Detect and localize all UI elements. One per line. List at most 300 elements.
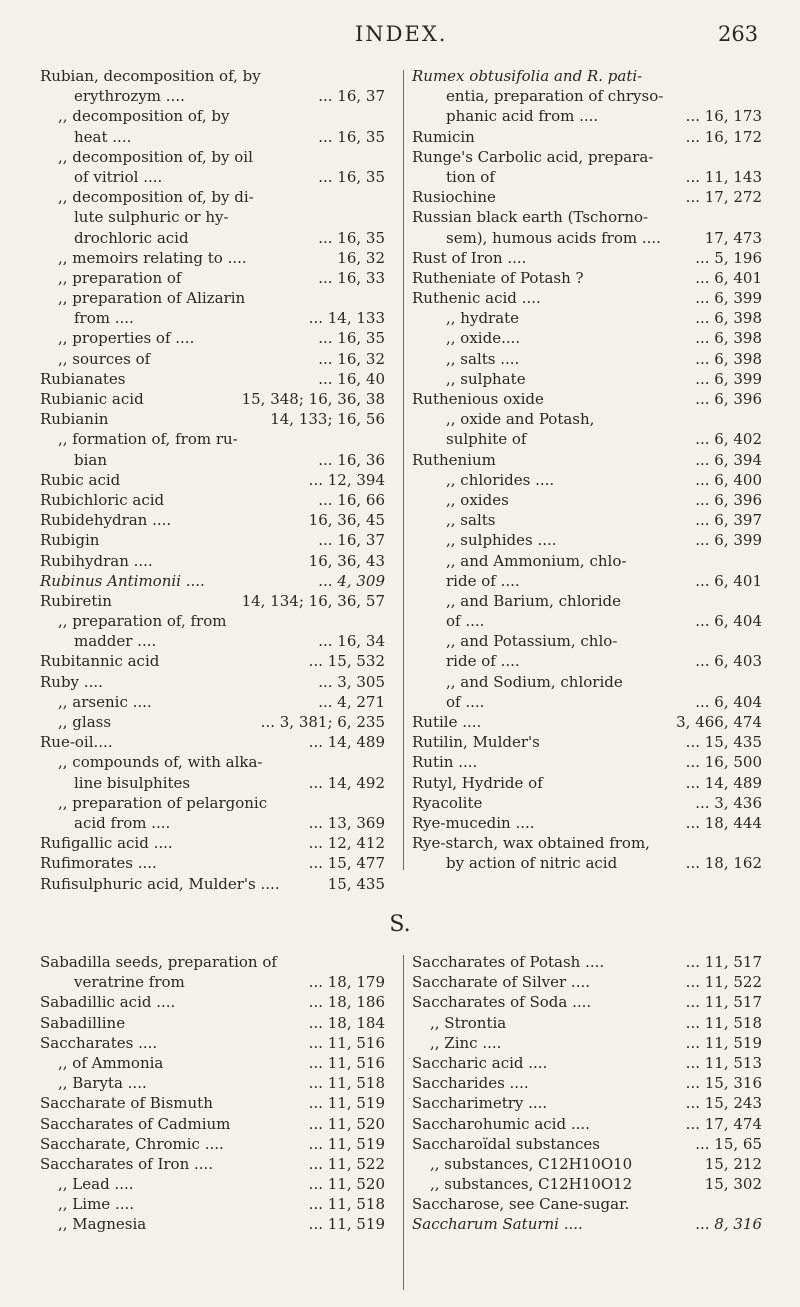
index-entry bbox=[412, 631, 762, 651]
entry-reference: ... 6, 399 bbox=[695, 531, 762, 550]
entry-reference: ... 6, 396 bbox=[695, 490, 762, 509]
entry-term: ride of .... bbox=[446, 652, 520, 671]
index-entry bbox=[40, 813, 385, 833]
entry-term: ,, compounds of, with alka- bbox=[58, 753, 263, 772]
entry-term: erythrozym .... bbox=[74, 87, 185, 106]
entry-reference: ... 18, 444 bbox=[685, 813, 762, 832]
index-entry bbox=[40, 207, 385, 227]
index-entry bbox=[40, 651, 385, 671]
entry-reference: ... 16, 37 bbox=[318, 87, 385, 106]
entry-reference: ... 11, 516 bbox=[308, 1033, 385, 1052]
index-entry bbox=[412, 470, 762, 490]
entry-reference: 15, 302 bbox=[704, 1175, 762, 1194]
entry-term: ,, Lime .... bbox=[58, 1195, 135, 1214]
entry-reference: ... 8, 316 bbox=[695, 1215, 762, 1234]
entry-reference: ... 11, 522 bbox=[685, 973, 762, 992]
entry-term: Ruthenium bbox=[412, 450, 496, 469]
entry-reference: ... 11, 519 bbox=[685, 1033, 762, 1052]
index-entry bbox=[412, 773, 762, 793]
entry-term: ,, preparation of pelargonic bbox=[58, 793, 268, 812]
index-entry bbox=[412, 1093, 762, 1113]
entry-term: ,, preparation of Alizarin bbox=[58, 289, 246, 308]
entry-reference: ... 11, 517 bbox=[685, 993, 762, 1012]
index-entry bbox=[412, 712, 762, 732]
entry-term: ,, and Sodium, chloride bbox=[446, 672, 623, 691]
index-entry bbox=[40, 773, 385, 793]
entry-reference: ... 11, 520 bbox=[308, 1114, 385, 1133]
index-entry bbox=[40, 86, 385, 106]
entry-term: Rutile .... bbox=[412, 713, 482, 731]
entry-term: Rubihydran .... bbox=[40, 551, 153, 570]
entry-term: ,, oxides bbox=[446, 490, 509, 509]
index-entry bbox=[40, 952, 385, 972]
entry-term: Rubitannic acid bbox=[40, 652, 160, 671]
entry-term: Russian black earth (Tschorno- bbox=[412, 208, 649, 227]
entry-term: Runge's Carbolic acid, prepara- bbox=[412, 147, 654, 166]
index-entry bbox=[40, 288, 385, 308]
entry-reference: 3, 466, 474 bbox=[676, 713, 762, 731]
entry-term: phanic acid from .... bbox=[446, 107, 599, 126]
entry-term: Rye-starch, wax obtained from, bbox=[412, 834, 650, 853]
entry-term: ,, and Potassium, chlo- bbox=[446, 632, 618, 651]
entry-term: ,, memoirs relating to .... bbox=[58, 248, 247, 267]
entry-reference: ... 16, 34 bbox=[318, 632, 385, 651]
entry-term: Saccharohumic acid .... bbox=[412, 1114, 590, 1133]
entry-reference: ... 15, 243 bbox=[685, 1094, 762, 1113]
entry-term: Rusiochine bbox=[412, 188, 496, 207]
entry-reference: ... 11, 519 bbox=[308, 1215, 385, 1234]
index-entry bbox=[40, 611, 385, 631]
entry-reference: ... 6, 394 bbox=[695, 450, 762, 469]
index-entry bbox=[412, 1033, 762, 1053]
index-entry bbox=[412, 732, 762, 752]
entry-reference: ... 16, 35 bbox=[318, 127, 385, 146]
index-entry bbox=[412, 591, 762, 611]
index-entry bbox=[412, 992, 762, 1012]
entry-reference: ... 6, 399 bbox=[695, 289, 762, 308]
index-entry bbox=[412, 389, 762, 409]
index-entry bbox=[412, 490, 762, 510]
entry-reference: ... 15, 316 bbox=[685, 1074, 762, 1093]
entry-term: ,, Lead .... bbox=[58, 1175, 134, 1194]
index-entry bbox=[412, 308, 762, 328]
entry-reference: ... 17, 474 bbox=[685, 1114, 762, 1133]
entry-term: line bisulphites bbox=[74, 773, 191, 792]
entry-reference: ... 13, 369 bbox=[308, 813, 385, 832]
entry-term: ,, sulphides .... bbox=[446, 531, 557, 550]
index-entry bbox=[412, 530, 762, 550]
entry-reference: ... 11, 520 bbox=[308, 1175, 385, 1194]
entry-reference: ... 6, 397 bbox=[695, 511, 762, 530]
entry-reference: 17, 473 bbox=[704, 228, 762, 247]
entry-reference: ... 4, 271 bbox=[318, 692, 385, 711]
entry-term: Ryacolite bbox=[412, 793, 483, 812]
entry-reference: ... 6, 400 bbox=[695, 470, 762, 489]
entry-reference: ... 3, 436 bbox=[695, 793, 762, 812]
entry-term: ,, Strontia bbox=[430, 1013, 507, 1032]
entry-reference: ... 14, 489 bbox=[685, 773, 762, 792]
index-entry bbox=[412, 207, 762, 227]
entry-reference: ... 18, 179 bbox=[308, 973, 385, 992]
entry-reference: ... 6, 398 bbox=[695, 349, 762, 368]
index-entry bbox=[40, 450, 385, 470]
entry-reference: ... 16, 173 bbox=[685, 107, 762, 126]
entry-term: Rubiretin bbox=[40, 591, 112, 610]
index-entry bbox=[40, 328, 385, 348]
entry-reference: 16, 36, 43 bbox=[308, 551, 385, 570]
entry-reference: ... 5, 196 bbox=[695, 248, 762, 267]
index-entry bbox=[412, 510, 762, 530]
entry-reference: ... 6, 398 bbox=[695, 329, 762, 348]
entry-term: Saccharates of Iron .... bbox=[40, 1154, 214, 1173]
index-entry bbox=[412, 429, 762, 449]
entry-reference: ... 11, 518 bbox=[308, 1074, 385, 1093]
section-letter-s: S. bbox=[389, 912, 411, 937]
entry-term: Saccharoïdal substances bbox=[412, 1134, 600, 1153]
index-entry bbox=[412, 972, 762, 992]
entry-term: by action of nitric acid bbox=[446, 854, 618, 873]
entry-term: Rutilin, Mulder's bbox=[412, 733, 540, 752]
entry-term: Rubianin bbox=[40, 410, 109, 429]
entry-term: heat .... bbox=[74, 127, 132, 146]
entry-reference: ... 4, 309 bbox=[318, 571, 385, 590]
index-column-r-left bbox=[40, 66, 385, 894]
index-entry bbox=[412, 288, 762, 308]
column-divider bbox=[403, 955, 404, 1290]
entry-term: Rubian, decomposition of, by bbox=[40, 67, 261, 85]
entry-reference: 15, 348; 16, 36, 38 bbox=[241, 390, 385, 408]
entry-term: ,, sulphate bbox=[446, 369, 526, 388]
index-entry bbox=[40, 389, 385, 409]
entry-term: ,, preparation of bbox=[58, 268, 182, 287]
entry-reference: ... 14, 489 bbox=[308, 733, 385, 752]
index-entry bbox=[40, 429, 385, 449]
entry-term: Rubinus Antimonii .... bbox=[40, 571, 205, 590]
index-entry bbox=[412, 147, 762, 167]
entry-term: ,, salts bbox=[446, 511, 496, 530]
entry-term: ,, oxide.... bbox=[446, 329, 521, 348]
entry-reference: ... 16, 40 bbox=[318, 369, 385, 388]
entry-term: lute sulphuric or hy- bbox=[74, 208, 229, 227]
entry-term: Ruthenic acid .... bbox=[412, 289, 541, 308]
entry-term: Saccharimetry .... bbox=[412, 1094, 548, 1113]
page-title: INDEX. bbox=[355, 22, 448, 46]
index-entry bbox=[40, 1134, 385, 1154]
entry-term: ride of .... bbox=[446, 571, 520, 590]
entry-term: Rye-mucedin .... bbox=[412, 813, 535, 832]
entry-term: ,, decomposition of, by oil bbox=[58, 147, 253, 166]
index-entry bbox=[40, 187, 385, 207]
entry-reference: ... 6, 402 bbox=[695, 430, 762, 449]
entry-reference: ... 18, 162 bbox=[685, 854, 762, 873]
entry-term: Rufisulphuric acid, Mulder's .... bbox=[40, 874, 280, 893]
entry-reference: 14, 134; 16, 36, 57 bbox=[241, 591, 385, 610]
index-entry bbox=[40, 712, 385, 732]
entry-term: ,, chlorides .... bbox=[446, 470, 555, 489]
entry-reference: ... 16, 172 bbox=[685, 127, 762, 146]
entry-term: ,, decomposition of, by di- bbox=[58, 188, 254, 207]
index-entry bbox=[40, 490, 385, 510]
entry-term: Rubianates bbox=[40, 369, 126, 388]
column-divider bbox=[403, 70, 404, 870]
entry-term: Rumicin bbox=[412, 127, 475, 146]
index-entry bbox=[40, 147, 385, 167]
index-entry bbox=[412, 450, 762, 470]
entry-reference: ... 11, 143 bbox=[685, 167, 762, 186]
entry-term: ,, Zinc .... bbox=[430, 1033, 502, 1052]
entry-reference: ... 11, 519 bbox=[308, 1094, 385, 1113]
entry-reference: ... 6, 399 bbox=[695, 369, 762, 388]
entry-term: ,, oxide and Potash, bbox=[446, 410, 595, 429]
entry-term: Ruthenious oxide bbox=[412, 390, 544, 408]
entry-term: Saccharates of Soda .... bbox=[412, 993, 592, 1012]
entry-term: Rutyl, Hydride of bbox=[412, 773, 543, 792]
entry-reference: ... 18, 186 bbox=[308, 993, 385, 1012]
index-entry bbox=[40, 470, 385, 490]
entry-reference: ... 16, 500 bbox=[685, 753, 762, 772]
entry-reference: ... 16, 36 bbox=[318, 450, 385, 469]
index-entry bbox=[40, 1053, 385, 1073]
entry-term: Saccharic acid .... bbox=[412, 1053, 548, 1072]
entry-term: Saccharate, Chromic .... bbox=[40, 1134, 224, 1153]
entry-term: of .... bbox=[446, 692, 485, 711]
entry-term: Saccharum Saturni .... bbox=[412, 1215, 583, 1234]
entry-term: sem), humous acids from .... bbox=[446, 228, 661, 247]
index-entry bbox=[40, 106, 385, 126]
entry-reference: ... 16, 35 bbox=[318, 167, 385, 186]
entry-term: of vitriol .... bbox=[74, 167, 163, 186]
entry-term: bian bbox=[74, 450, 108, 469]
index-entry bbox=[40, 530, 385, 550]
entry-term: Rutin .... bbox=[412, 753, 478, 772]
entry-reference: ... 11, 518 bbox=[308, 1195, 385, 1214]
index-entry bbox=[412, 571, 762, 591]
entry-term: Rufigallic acid .... bbox=[40, 834, 173, 853]
entry-reference: ... 6, 398 bbox=[695, 309, 762, 328]
entry-term: Rubidehydran .... bbox=[40, 511, 172, 530]
entry-reference: ... 6, 403 bbox=[695, 652, 762, 671]
entry-reference: ... 12, 394 bbox=[308, 470, 385, 489]
entry-reference: ... 6, 396 bbox=[695, 390, 762, 408]
entry-reference: ... 14, 492 bbox=[308, 773, 385, 792]
index-entry bbox=[40, 1174, 385, 1194]
index-entry bbox=[412, 106, 762, 126]
index-entry bbox=[412, 349, 762, 369]
index-entry bbox=[412, 611, 762, 631]
index-entry bbox=[412, 268, 762, 288]
entry-term: from .... bbox=[74, 309, 134, 328]
entry-reference: ... 18, 184 bbox=[308, 1013, 385, 1032]
index-entry bbox=[40, 551, 385, 571]
index-entry bbox=[40, 1154, 385, 1174]
entry-reference: ... 16, 35 bbox=[318, 329, 385, 348]
index-entry bbox=[40, 732, 385, 752]
index-entry bbox=[412, 187, 762, 207]
entry-term: ,, preparation of, from bbox=[58, 612, 227, 631]
entry-term: Saccharose, see Cane-sugar. bbox=[412, 1195, 630, 1214]
index-entry bbox=[412, 167, 762, 187]
entry-reference: ... 15, 477 bbox=[308, 854, 385, 873]
index-entry bbox=[40, 308, 385, 328]
entry-reference: ... 6, 404 bbox=[695, 612, 762, 631]
index-entry bbox=[40, 349, 385, 369]
index-entry bbox=[412, 86, 762, 106]
index-entry bbox=[40, 167, 385, 187]
entry-term: ,, Baryta .... bbox=[58, 1074, 147, 1093]
index-column-s-left bbox=[40, 952, 385, 1235]
index-entry bbox=[40, 268, 385, 288]
index-entry bbox=[40, 571, 385, 591]
index-entry bbox=[40, 793, 385, 813]
entry-term: Saccharates of Cadmium bbox=[40, 1114, 231, 1133]
index-entry bbox=[40, 369, 385, 389]
index-entry bbox=[412, 127, 762, 147]
index-entry bbox=[40, 248, 385, 268]
entry-term: ,, arsenic .... bbox=[58, 692, 152, 711]
index-entry bbox=[40, 972, 385, 992]
entry-reference: 16, 36, 45 bbox=[308, 511, 385, 530]
entry-reference: ... 16, 35 bbox=[318, 228, 385, 247]
entry-term: ,, formation of, from ru- bbox=[58, 430, 238, 449]
entry-term: veratrine from bbox=[74, 973, 185, 992]
index-entry bbox=[40, 631, 385, 651]
index-entry bbox=[412, 1194, 762, 1214]
entry-term: Ruby .... bbox=[40, 672, 103, 691]
entry-term: ,, decomposition of, by bbox=[58, 107, 230, 126]
index-entry bbox=[412, 813, 762, 833]
entry-reference: 14, 133; 16, 56 bbox=[270, 410, 385, 429]
index-entry bbox=[40, 409, 385, 429]
index-entry bbox=[412, 833, 762, 853]
entry-term: Rutheniate of Potash ? bbox=[412, 268, 584, 287]
entry-reference: ... 11, 517 bbox=[685, 953, 762, 971]
entry-reference: ... 15, 532 bbox=[308, 652, 385, 671]
entry-reference: ... 11, 516 bbox=[308, 1053, 385, 1072]
index-entry bbox=[412, 692, 762, 712]
entry-reference: ... 6, 401 bbox=[695, 268, 762, 287]
index-entry bbox=[412, 1013, 762, 1033]
index-column-s-right bbox=[412, 952, 762, 1235]
index-entry bbox=[412, 1174, 762, 1194]
entry-reference: 16, 32 bbox=[337, 248, 385, 267]
entry-reference: ... 15, 435 bbox=[685, 733, 762, 752]
index-entry bbox=[412, 793, 762, 813]
entry-term: entia, preparation of chryso- bbox=[446, 87, 664, 106]
entry-term: ,, substances, C12H10O12 bbox=[430, 1175, 633, 1194]
entry-reference: ... 16, 37 bbox=[318, 531, 385, 550]
index-entry bbox=[40, 228, 385, 248]
entry-reference: 15, 435 bbox=[327, 874, 385, 893]
entry-term: Rust of Iron .... bbox=[412, 248, 527, 267]
entry-term: Sabadilline bbox=[40, 1013, 126, 1032]
index-entry bbox=[412, 1214, 762, 1234]
index-entry bbox=[40, 66, 385, 86]
entry-term: Sabadillic acid .... bbox=[40, 993, 176, 1012]
entry-term: Saccharides .... bbox=[412, 1074, 529, 1093]
index-entry bbox=[40, 874, 385, 894]
entry-reference: ... 15, 65 bbox=[695, 1134, 762, 1153]
index-entry bbox=[412, 752, 762, 772]
entry-term: Sabadilla seeds, preparation of bbox=[40, 953, 277, 971]
entry-reference: ... 11, 513 bbox=[685, 1053, 762, 1072]
entry-reference: 15, 212 bbox=[704, 1154, 762, 1173]
entry-term: madder .... bbox=[74, 632, 157, 651]
index-entry bbox=[40, 1114, 385, 1134]
entry-term: Rumex obtusifolia and R. pati- bbox=[412, 67, 643, 85]
entry-term: Rubigin bbox=[40, 531, 100, 550]
page-header bbox=[0, 22, 800, 52]
entry-reference: ... 12, 412 bbox=[308, 834, 385, 853]
entry-term: ,, glass bbox=[58, 713, 112, 731]
entry-term: Rubianic acid bbox=[40, 390, 144, 408]
index-entry bbox=[412, 66, 762, 86]
index-entry bbox=[40, 992, 385, 1012]
entry-term: Rufimorates .... bbox=[40, 854, 157, 873]
index-entry bbox=[412, 1134, 762, 1154]
index-column-r-right bbox=[412, 66, 762, 874]
entry-reference: ... 14, 133 bbox=[308, 309, 385, 328]
entry-reference: ... 16, 33 bbox=[318, 268, 385, 287]
index-entry bbox=[40, 692, 385, 712]
entry-reference: ... 11, 518 bbox=[685, 1013, 762, 1032]
entry-term: ,, and Barium, chloride bbox=[446, 591, 621, 610]
entry-term: ,, and Ammonium, chlo- bbox=[446, 551, 627, 570]
entry-term: Rue-oil.... bbox=[40, 733, 113, 752]
index-entry bbox=[40, 1033, 385, 1053]
index-entry bbox=[40, 127, 385, 147]
index-entry bbox=[412, 672, 762, 692]
entry-term: tion of bbox=[446, 167, 495, 186]
entry-reference: ... 11, 519 bbox=[308, 1134, 385, 1153]
index-entry bbox=[412, 1073, 762, 1093]
index-entry bbox=[40, 1093, 385, 1113]
entry-term: drochloric acid bbox=[74, 228, 189, 247]
index-entry bbox=[412, 853, 762, 873]
entry-reference: ... 16, 66 bbox=[318, 490, 385, 509]
index-entry bbox=[412, 328, 762, 348]
entry-term: ,, sources of bbox=[58, 349, 151, 368]
index-entry bbox=[412, 228, 762, 248]
index-entry bbox=[412, 409, 762, 429]
entry-reference: ... 16, 32 bbox=[318, 349, 385, 368]
index-entry bbox=[40, 853, 385, 873]
entry-term: ,, of Ammonia bbox=[58, 1053, 164, 1072]
index-entry bbox=[40, 1214, 385, 1234]
entry-reference: ... 6, 404 bbox=[695, 692, 762, 711]
entry-term: ,, hydrate bbox=[446, 309, 520, 328]
entry-term: sulphite of bbox=[446, 430, 527, 449]
index-entry bbox=[40, 672, 385, 692]
entry-term: Saccharates of Potash .... bbox=[412, 953, 605, 971]
index-entry bbox=[412, 1154, 762, 1174]
entry-reference: ... 3, 381; 6, 235 bbox=[260, 713, 385, 731]
entry-term: acid from .... bbox=[74, 813, 171, 832]
entry-reference: ... 11, 522 bbox=[308, 1154, 385, 1173]
index-entry bbox=[40, 510, 385, 530]
index-entry bbox=[412, 1053, 762, 1073]
entry-reference: ... 3, 305 bbox=[318, 672, 385, 691]
entry-term: Saccharate of Bismuth bbox=[40, 1094, 213, 1113]
entry-term: ,, Magnesia bbox=[58, 1215, 147, 1234]
entry-term: ,, properties of .... bbox=[58, 329, 195, 348]
entry-term: Saccharates .... bbox=[40, 1033, 158, 1052]
entry-reference: ... 6, 401 bbox=[695, 571, 762, 590]
index-entry bbox=[412, 551, 762, 571]
page-number: 263 bbox=[718, 22, 759, 46]
entry-term: Rubichloric acid bbox=[40, 490, 165, 509]
index-entry bbox=[412, 651, 762, 671]
index-entry bbox=[412, 952, 762, 972]
